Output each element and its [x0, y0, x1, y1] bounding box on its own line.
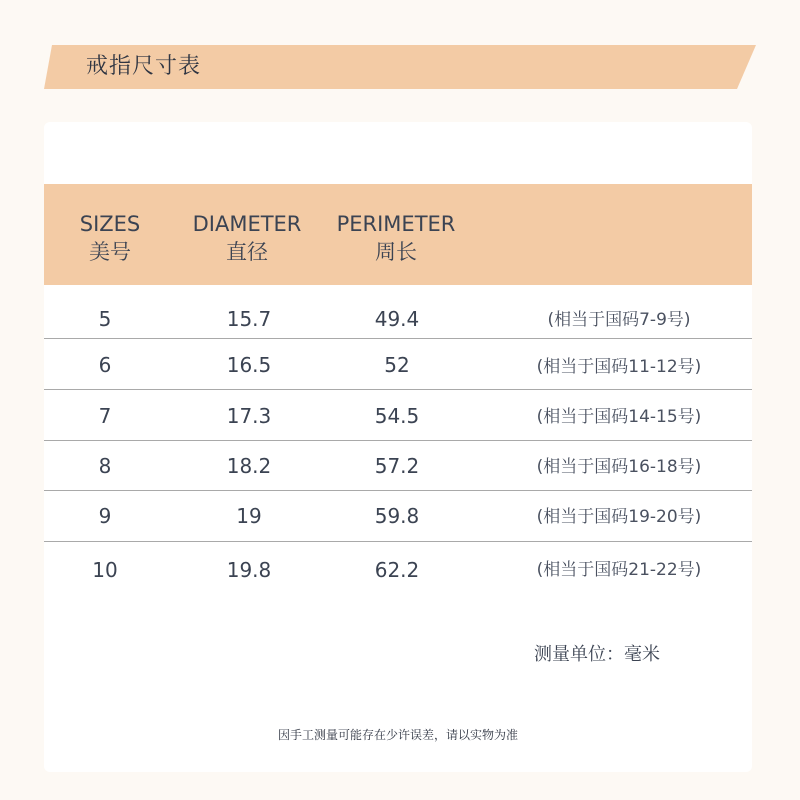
table-row	[44, 542, 752, 596]
header-perimeter	[334, 210, 458, 266]
table-row	[44, 285, 752, 339]
perimeter-cell: 57.2	[374, 454, 420, 478]
header-sizes	[62, 210, 158, 266]
diameter-cell: 19	[236, 504, 262, 528]
diameter-cell: 15.7	[226, 307, 272, 331]
diameter-cell: 19.8	[226, 558, 272, 582]
table-row	[44, 491, 752, 542]
perimeter-cell: 59.8	[374, 504, 420, 528]
table-row	[44, 390, 752, 441]
perimeter-cell: 49.4	[374, 307, 420, 331]
note-cell: (相当于国码16-18号)	[536, 457, 702, 477]
perimeter-cell: 62.2	[374, 558, 420, 582]
diameter-cell: 16.5	[226, 353, 272, 377]
table-row	[44, 339, 752, 390]
note-cell: (相当于国码19-20号)	[536, 507, 702, 527]
note-cell: (相当于国码11-12号)	[536, 357, 702, 377]
perimeter-cell: 52	[384, 353, 410, 377]
header-perimeter-en: PERIMETER	[336, 212, 456, 236]
note-cell: (相当于国码14-15号)	[536, 407, 702, 427]
diameter-cell: 17.3	[226, 404, 272, 428]
size-chart-card	[44, 122, 752, 772]
size-cell: 6	[98, 353, 112, 377]
size-cell: 5	[98, 307, 112, 331]
size-cell: 9	[98, 504, 112, 528]
header-diameter-en: DIAMETER	[192, 212, 302, 236]
perimeter-cell: 54.5	[374, 404, 420, 428]
header-diameter-zh: 直径	[226, 240, 268, 264]
size-cell: 7	[98, 404, 112, 428]
footer-disclaimer: 因手工测量可能存在少许误差，请以实物为准	[277, 728, 518, 742]
unit-note: 测量单位：毫米	[534, 644, 660, 665]
header-perimeter-zh: 周长	[375, 240, 417, 264]
size-cell: 10	[92, 558, 118, 582]
header-sizes-zh: 美号	[89, 240, 131, 264]
header-diameter	[186, 210, 308, 266]
page-title: 戒指尺寸表	[86, 54, 202, 79]
header-sizes-en: SIZES	[79, 212, 141, 236]
note-cell: (相当于国码21-22号)	[536, 560, 702, 580]
size-cell: 8	[98, 454, 112, 478]
note-cell: (相当于国码7-9号)	[547, 310, 691, 330]
table-row	[44, 441, 752, 491]
diameter-cell: 18.2	[226, 454, 272, 478]
